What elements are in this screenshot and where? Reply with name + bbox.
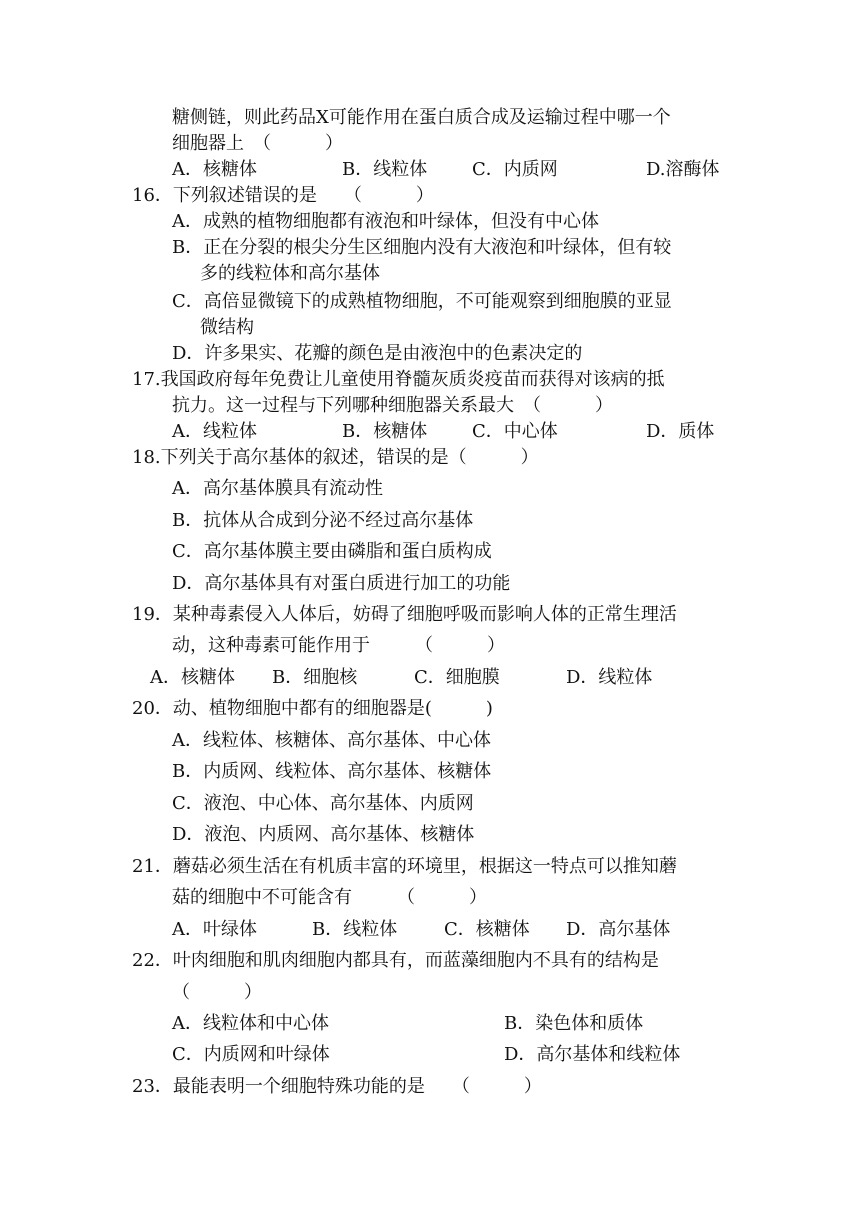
question-17-stem-line-2: 抗力。这一过程与下列哪种细胞器关系最大 （ ） (172, 395, 613, 416)
question-15-text-line-1: 糖侧链，则此药品X可能作用在蛋白质合成及运输过程中哪一个 (172, 107, 671, 128)
question-21-option-c: C．核糖体 (444, 919, 530, 940)
question-19-stem-line-2: 动，这种毒素可能作用于 （ ） (172, 635, 505, 656)
question-19-stem-line-1: 19．某种毒素侵入人体后，妨碍了细胞呼吸而影响人体的正常生理活 (132, 604, 677, 625)
question-17-option-a: A．线粒体 (172, 421, 257, 442)
question-18-option-a: A．高尔基体膜具有流动性 (172, 478, 383, 499)
question-15-option-d: D.溶酶体 (646, 159, 720, 180)
question-16-option-d: D．许多果实、花瓣的颜色是由液泡中的色素决定的 (172, 343, 583, 364)
question-21-option-a: A．叶绿体 (172, 919, 257, 940)
question-17-option-d: D．质体 (646, 421, 715, 442)
question-15-option-b: B．线粒体 (342, 159, 428, 180)
question-20-option-b: B．内质网、线粒体、高尔基体、核糖体 (172, 761, 492, 782)
question-16-option-b: B．正在分裂的根尖分生区细胞内没有大液泡和叶绿体，但有较 (172, 237, 672, 258)
question-22-stem-line-1: 22．叶肉细胞和肌肉细胞内都具有，而蓝藻细胞内不具有的结构是 (132, 950, 659, 971)
question-17-stem-line-1: 17.我国政府每年免费让儿童使用脊髓灰质炎疫苗而获得对该病的抵 (132, 369, 665, 390)
question-15-text-line-2: 细胞器上 （ ） (172, 133, 343, 154)
question-21-stem-line-1: 21．蘑菇必须生活在有机质丰富的环境里，根据这一特点可以推知蘑 (132, 856, 677, 877)
question-18-option-c: C．高尔基体膜主要由磷脂和蛋白质构成 (172, 541, 492, 562)
question-19-option-a: A．核糖体 (150, 667, 235, 688)
question-22-option-b: B．染色体和质体 (504, 1013, 644, 1034)
question-18-stem: 18.下列关于高尔基体的叙述，错误的是（ ） (132, 447, 539, 468)
question-23-stem: 23．最能表明一个细胞特殊功能的是 （ ） (132, 1076, 542, 1097)
question-22-option-d: D．高尔基体和线粒体 (504, 1044, 681, 1065)
question-21-option-b: B．线粒体 (312, 919, 398, 940)
question-15-option-a: A．核糖体 (172, 159, 257, 180)
question-16-option-b-cont: 多的线粒体和高尔基体 (200, 263, 380, 284)
question-19-option-c: C．细胞膜 (414, 667, 500, 688)
question-21-option-d: D．高尔基体 (566, 919, 671, 940)
question-16-stem: 16．下列叙述错误的是 （ ） (132, 185, 434, 206)
question-17-option-c: C．中心体 (472, 421, 558, 442)
question-20-option-c: C．液泡、中心体、高尔基体、内质网 (172, 793, 474, 814)
question-22-stem-line-2: （ ） (172, 982, 262, 1003)
question-15-option-c: C．内质网 (472, 159, 558, 180)
question-22-option-c: C．内质网和叶绿体 (172, 1044, 330, 1065)
question-20-stem: 20．动、植物细胞中都有的细胞器是( ) (132, 698, 493, 719)
question-16-option-c-cont: 微结构 (200, 317, 254, 338)
question-20-option-d: D．液泡、内质网、高尔基体、核糖体 (172, 824, 475, 845)
question-22-option-a: A．线粒体和中心体 (172, 1013, 329, 1034)
question-18-option-d: D．高尔基体具有对蛋白质进行加工的功能 (172, 573, 511, 594)
question-16-option-c: C．高倍显微镜下的成熟植物细胞，不可能观察到细胞膜的亚显 (172, 291, 672, 312)
question-19-option-d: D．线粒体 (566, 667, 653, 688)
question-17-option-b: B．核糖体 (342, 421, 428, 442)
question-18-option-b: B．抗体从合成到分泌不经过高尔基体 (172, 510, 474, 531)
question-21-stem-line-2: 菇的细胞中不可能含有 （ ） (172, 887, 487, 908)
question-20-option-a: A．线粒体、核糖体、高尔基体、中心体 (172, 730, 491, 751)
question-16-option-a: A．成熟的植物细胞都有液泡和叶绿体，但没有中心体 (172, 211, 599, 232)
question-19-option-b: B．细胞核 (272, 667, 358, 688)
